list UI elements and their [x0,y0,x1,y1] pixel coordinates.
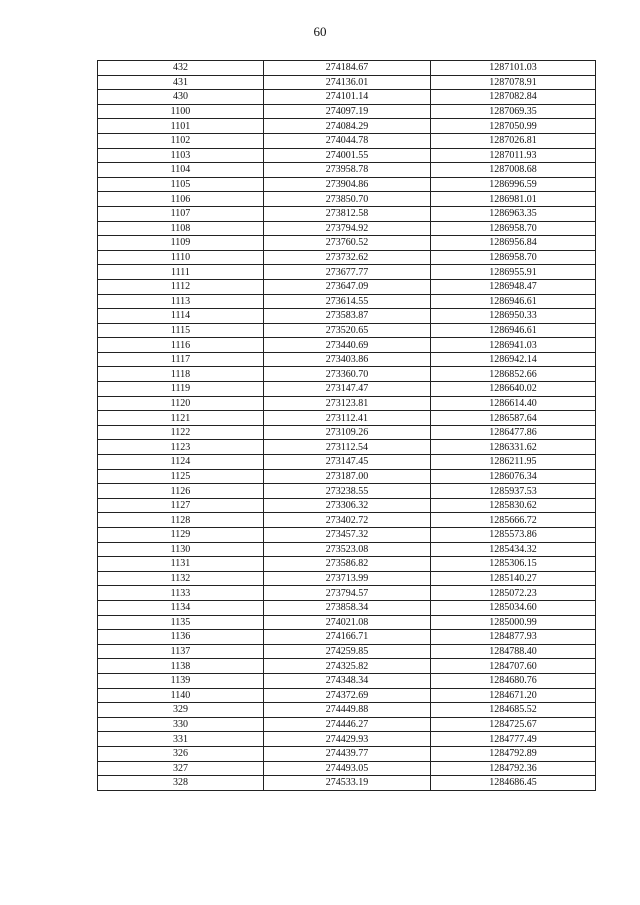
x-coordinate-cell: 273523.08 [264,542,431,557]
point-number-cell: 1105 [98,177,264,192]
y-coordinate-cell: 1284707.60 [431,659,596,674]
y-coordinate-cell: 1286946.61 [431,294,596,309]
table-row [98,615,596,630]
point-number-cell: 1111 [98,265,264,280]
x-coordinate-cell: 273147.45 [264,455,431,470]
table-row [98,528,596,543]
table-row [98,717,596,732]
point-number-cell: 329 [98,703,264,718]
point-number-cell: 1128 [98,513,264,528]
table-row [98,557,596,572]
table-row [98,571,596,586]
point-number-cell: 1132 [98,571,264,586]
point-number-cell: 1136 [98,630,264,645]
y-coordinate-cell: 1286211.95 [431,455,596,470]
point-number-cell: 432 [98,61,264,76]
point-number-cell: 326 [98,746,264,761]
y-coordinate-cell: 1286981.01 [431,192,596,207]
point-number-cell: 1135 [98,615,264,630]
table-row [98,250,596,265]
table-row [98,104,596,119]
table-row [98,265,596,280]
table-row [98,163,596,178]
y-coordinate-cell: 1286958.70 [431,250,596,265]
x-coordinate-cell: 273520.65 [264,323,431,338]
point-number-cell: 1118 [98,367,264,382]
y-coordinate-cell: 1286948.47 [431,279,596,294]
x-coordinate-cell: 273732.62 [264,250,431,265]
x-coordinate-cell: 274493.05 [264,761,431,776]
point-number-cell: 1133 [98,586,264,601]
y-coordinate-cell: 1286942.14 [431,352,596,367]
table-row [98,761,596,776]
point-number-cell: 1112 [98,279,264,294]
point-number-cell: 1100 [98,104,264,119]
x-coordinate-cell: 273147.47 [264,382,431,397]
y-coordinate-cell: 1284788.40 [431,644,596,659]
point-number-cell: 1106 [98,192,264,207]
point-number-cell: 331 [98,732,264,747]
table-row [98,776,596,791]
x-coordinate-cell: 273812.58 [264,206,431,221]
point-number-cell: 1109 [98,236,264,251]
x-coordinate-cell: 273187.00 [264,469,431,484]
y-coordinate-cell: 1284792.36 [431,761,596,776]
point-number-cell: 327 [98,761,264,776]
x-coordinate-cell: 273112.41 [264,411,431,426]
point-number-cell: 1123 [98,440,264,455]
x-coordinate-cell: 273123.81 [264,396,431,411]
x-coordinate-cell: 273713.99 [264,571,431,586]
point-number-cell: 1115 [98,323,264,338]
y-coordinate-cell: 1286941.03 [431,338,596,353]
point-number-cell: 1140 [98,688,264,703]
point-number-cell: 1138 [98,659,264,674]
table-row [98,323,596,338]
x-coordinate-cell: 273904.86 [264,177,431,192]
x-coordinate-cell: 273858.34 [264,600,431,615]
table-row [98,746,596,761]
x-coordinate-cell: 274372.69 [264,688,431,703]
x-coordinate-cell: 274044.78 [264,133,431,148]
y-coordinate-cell: 1287069.35 [431,104,596,119]
x-coordinate-cell: 274429.93 [264,732,431,747]
x-coordinate-cell: 273360.70 [264,367,431,382]
table-row [98,411,596,426]
x-coordinate-cell: 273586.82 [264,557,431,572]
table-row [98,382,596,397]
x-coordinate-cell: 273760.52 [264,236,431,251]
y-coordinate-cell: 1285140.27 [431,571,596,586]
y-coordinate-cell: 1286852.66 [431,367,596,382]
point-number-cell: 1103 [98,148,264,163]
y-coordinate-cell: 1286958.70 [431,221,596,236]
table-row [98,732,596,747]
y-coordinate-cell: 1286587.64 [431,411,596,426]
table-row [98,425,596,440]
y-coordinate-cell: 1285937.53 [431,484,596,499]
y-coordinate-cell: 1286950.33 [431,309,596,324]
y-coordinate-cell: 1285573.86 [431,528,596,543]
x-coordinate-cell: 274348.34 [264,673,431,688]
y-coordinate-cell: 1285830.62 [431,498,596,513]
x-coordinate-cell: 274184.67 [264,61,431,76]
table-row [98,688,596,703]
point-number-cell: 430 [98,90,264,105]
point-number-cell: 1110 [98,250,264,265]
point-number-cell: 1124 [98,455,264,470]
point-number-cell: 1107 [98,206,264,221]
table-row [98,673,596,688]
coordinates-table [97,60,596,791]
point-number-cell: 1116 [98,338,264,353]
point-number-cell: 1122 [98,425,264,440]
table-row [98,630,596,645]
table-row [98,119,596,134]
point-number-cell: 1130 [98,542,264,557]
y-coordinate-cell: 1287101.03 [431,61,596,76]
y-coordinate-cell: 1287078.91 [431,75,596,90]
point-number-cell: 1119 [98,382,264,397]
coordinates-table-body [98,61,596,791]
table-row [98,206,596,221]
x-coordinate-cell: 273402.72 [264,513,431,528]
x-coordinate-cell: 274446.27 [264,717,431,732]
table-row [98,90,596,105]
x-coordinate-cell: 274021.08 [264,615,431,630]
x-coordinate-cell: 273238.55 [264,484,431,499]
x-coordinate-cell: 274449.88 [264,703,431,718]
point-number-cell: 1131 [98,557,264,572]
point-number-cell: 431 [98,75,264,90]
point-number-cell: 1129 [98,528,264,543]
y-coordinate-cell: 1286076.34 [431,469,596,484]
point-number-cell: 330 [98,717,264,732]
table-row [98,455,596,470]
x-coordinate-cell: 274325.82 [264,659,431,674]
x-coordinate-cell: 273109.26 [264,425,431,440]
table-row [98,498,596,513]
y-coordinate-cell: 1284877.93 [431,630,596,645]
x-coordinate-cell: 273403.86 [264,352,431,367]
point-number-cell: 1104 [98,163,264,178]
table-row [98,75,596,90]
table-row [98,469,596,484]
y-coordinate-cell: 1286331.62 [431,440,596,455]
point-number-cell: 1139 [98,673,264,688]
y-coordinate-cell: 1286477.86 [431,425,596,440]
y-coordinate-cell: 1284680.76 [431,673,596,688]
table-row [98,542,596,557]
y-coordinate-cell: 1287082.84 [431,90,596,105]
x-coordinate-cell: 273647.09 [264,279,431,294]
y-coordinate-cell: 1284671.20 [431,688,596,703]
point-number-cell: 328 [98,776,264,791]
y-coordinate-cell: 1286956.84 [431,236,596,251]
x-coordinate-cell: 273457.32 [264,528,431,543]
x-coordinate-cell: 274001.55 [264,148,431,163]
point-number-cell: 1114 [98,309,264,324]
table-row [98,133,596,148]
table-row [98,148,596,163]
x-coordinate-cell: 274166.71 [264,630,431,645]
table-row [98,367,596,382]
x-coordinate-cell: 273112.54 [264,440,431,455]
point-number-cell: 1121 [98,411,264,426]
x-coordinate-cell: 273583.87 [264,309,431,324]
y-coordinate-cell: 1284792.89 [431,746,596,761]
x-coordinate-cell: 274136.01 [264,75,431,90]
x-coordinate-cell: 273794.57 [264,586,431,601]
table-row [98,484,596,499]
table-row [98,221,596,236]
table-row [98,294,596,309]
point-number-cell: 1108 [98,221,264,236]
point-number-cell: 1125 [98,469,264,484]
point-number-cell: 1113 [98,294,264,309]
y-coordinate-cell: 1287011.93 [431,148,596,163]
y-coordinate-cell: 1284686.45 [431,776,596,791]
point-number-cell: 1101 [98,119,264,134]
table-row [98,309,596,324]
table-row [98,703,596,718]
table-row [98,600,596,615]
y-coordinate-cell: 1287050.99 [431,119,596,134]
y-coordinate-cell: 1287026.81 [431,133,596,148]
table-row [98,61,596,76]
y-coordinate-cell: 1286614.40 [431,396,596,411]
table-row [98,396,596,411]
y-coordinate-cell: 1285072.23 [431,586,596,601]
table-row [98,338,596,353]
page-number: 60 [313,24,327,39]
x-coordinate-cell: 273677.77 [264,265,431,280]
x-coordinate-cell: 274101.14 [264,90,431,105]
table-row [98,177,596,192]
point-number-cell: 1127 [98,498,264,513]
x-coordinate-cell: 273306.32 [264,498,431,513]
y-coordinate-cell: 1285034.60 [431,600,596,615]
point-number-cell: 1117 [98,352,264,367]
table-row [98,513,596,528]
table-row [98,659,596,674]
table-row [98,236,596,251]
point-number-cell: 1120 [98,396,264,411]
x-coordinate-cell: 274084.29 [264,119,431,134]
y-coordinate-cell: 1286955.91 [431,265,596,280]
y-coordinate-cell: 1284777.49 [431,732,596,747]
y-coordinate-cell: 1286963.35 [431,206,596,221]
point-number-cell: 1126 [98,484,264,499]
y-coordinate-cell: 1286640.02 [431,382,596,397]
y-coordinate-cell: 1285000.99 [431,615,596,630]
y-coordinate-cell: 1285666.72 [431,513,596,528]
y-coordinate-cell: 1286946.61 [431,323,596,338]
table-row [98,644,596,659]
x-coordinate-cell: 274259.85 [264,644,431,659]
table-row [98,586,596,601]
table-row [98,352,596,367]
y-coordinate-cell: 1287008.68 [431,163,596,178]
table-row [98,440,596,455]
x-coordinate-cell: 274097.19 [264,104,431,119]
point-number-cell: 1134 [98,600,264,615]
y-coordinate-cell: 1284725.67 [431,717,596,732]
x-coordinate-cell: 273850.70 [264,192,431,207]
x-coordinate-cell: 274533.19 [264,776,431,791]
y-coordinate-cell: 1285434.32 [431,542,596,557]
x-coordinate-cell: 273614.55 [264,294,431,309]
x-coordinate-cell: 273794.92 [264,221,431,236]
table-row [98,192,596,207]
point-number-cell: 1102 [98,133,264,148]
x-coordinate-cell: 273440.69 [264,338,431,353]
y-coordinate-cell: 1286996.59 [431,177,596,192]
table-row [98,279,596,294]
point-number-cell: 1137 [98,644,264,659]
x-coordinate-cell: 273958.78 [264,163,431,178]
x-coordinate-cell: 274439.77 [264,746,431,761]
y-coordinate-cell: 1285306.15 [431,557,596,572]
y-coordinate-cell: 1284685.52 [431,703,596,718]
